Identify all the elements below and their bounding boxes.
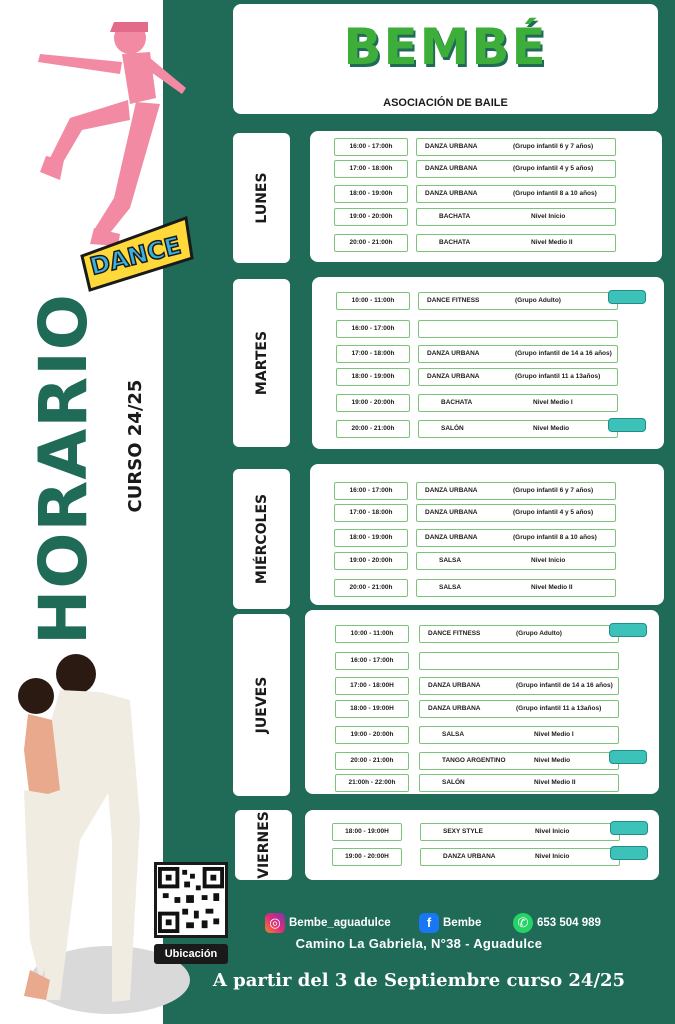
class-group: Nivel Medio <box>534 757 571 764</box>
class-name: DANZA URBANA <box>425 534 478 541</box>
time-cell: 10:00 - 11:00h <box>335 625 409 643</box>
class-badge <box>608 418 646 432</box>
day-label-3 <box>233 614 290 796</box>
class-cell <box>419 752 619 770</box>
schedule-row <box>305 774 659 792</box>
class-group: (Grupo infantil 4 y 5 años) <box>513 165 594 172</box>
brand-logo-text: BEMBÉ <box>343 18 548 76</box>
class-name: SALÓN <box>442 779 465 786</box>
time-cell: 17:00 - 18:00h <box>336 345 410 363</box>
class-name: BACHATA <box>439 239 471 246</box>
schedule-row <box>310 185 662 203</box>
class-cell <box>419 774 619 792</box>
schedule-row <box>312 292 664 310</box>
class-name: DANCE FITNESS <box>428 630 481 637</box>
time-cell: 18:00 - 19:00h <box>334 185 408 203</box>
class-group: Nivel Inicio <box>531 213 566 220</box>
time-cell: 17:00 - 18:00h <box>334 504 408 522</box>
schedule-row <box>305 848 659 866</box>
schedule-row <box>305 677 659 695</box>
class-group: (Grupo infantil 4 y 5 años) <box>513 509 594 516</box>
time-cell: 19:00 - 20:00h <box>334 552 408 570</box>
day-panel-0 <box>310 131 662 262</box>
class-cell <box>418 368 618 386</box>
instagram-link[interactable] <box>265 912 391 934</box>
facebook-link[interactable] <box>419 912 481 934</box>
schedule-row <box>310 482 664 500</box>
class-cell <box>418 345 618 363</box>
class-name: SALSA <box>439 584 462 591</box>
day-name: VIERNES <box>255 811 272 879</box>
class-name: DANZA URBANA <box>443 853 496 860</box>
class-cell <box>416 504 616 522</box>
class-cell <box>419 625 619 643</box>
time-cell: 16:00 - 17:00h <box>334 482 408 500</box>
time-cell: 18:00 - 19:00h <box>336 368 410 386</box>
class-cell <box>416 185 616 203</box>
time-cell: 21:00h - 22:00h <box>335 774 409 792</box>
class-group: (Grupo infantil 8 a 10 años) <box>513 190 597 197</box>
class-group: Nivel Medio II <box>534 779 576 786</box>
class-group: (Grupo infantil 11 a 13años) <box>516 705 602 712</box>
class-group: (Grupo infantil 6 y 7 años) <box>513 143 594 150</box>
schedule-row <box>305 700 659 718</box>
left-column <box>0 0 218 1024</box>
association-subtitle: ASOCIACIÓN DE BAILE <box>383 97 508 109</box>
time-cell: 16:00 - 17:00h <box>335 652 409 670</box>
whatsapp-icon: ✆ <box>513 913 533 933</box>
time-cell: 19:00 - 20:00h <box>336 394 410 412</box>
schedule-row <box>310 579 664 597</box>
whatsapp-link[interactable] <box>513 912 601 934</box>
class-badge <box>610 821 648 835</box>
start-date-note: A partir del 3 de Septiembre curso 24/25 <box>212 970 626 991</box>
class-group: (Grupo infantil de 14 a 16 años) <box>516 682 613 689</box>
class-group: (Grupo infantil 11 a 13años) <box>515 373 601 380</box>
social-row <box>163 912 675 934</box>
time-cell: 19:00 - 20:00h <box>335 726 409 744</box>
day-label-2 <box>233 469 290 609</box>
schedule-row <box>312 368 664 386</box>
class-group: Nivel Inicio <box>531 557 566 564</box>
class-name: DANZA URBANA <box>427 373 480 380</box>
day-name: LUNES <box>253 172 270 224</box>
class-cell <box>416 552 616 570</box>
class-name: DANZA URBANA <box>428 682 481 689</box>
class-name: SEXY STYLE <box>443 828 483 835</box>
day-label-0 <box>233 133 290 263</box>
class-group: (Grupo Adulto) <box>516 630 562 637</box>
class-cell <box>420 823 620 841</box>
time-cell: 19:00 - 20:00H <box>332 848 402 866</box>
header-card <box>233 4 658 114</box>
instagram-handle: Bembe_aguadulce <box>289 917 391 929</box>
schedule-row <box>305 625 659 643</box>
schedule-row <box>310 504 664 522</box>
location-label: Ubicación <box>154 944 228 964</box>
class-cell <box>419 700 619 718</box>
time-cell: 20:00 - 21:00h <box>335 752 409 770</box>
class-group: (Grupo infantil 8 a 10 años) <box>513 534 597 541</box>
schedule-row <box>310 208 662 226</box>
class-badge <box>609 623 647 637</box>
schedule-title: HORARIO <box>25 293 102 645</box>
class-name: DANZA URBANA <box>427 350 480 357</box>
day-name: JUEVES <box>253 676 270 734</box>
class-name: SALÓN <box>441 425 464 432</box>
class-cell <box>416 482 616 500</box>
facebook-handle: Bembe <box>443 917 482 929</box>
class-name: SALSA <box>439 557 462 564</box>
day-panel-1 <box>312 277 664 449</box>
class-cell <box>419 652 619 670</box>
class-group: (Grupo infantil de 14 a 16 años) <box>515 350 612 357</box>
dance-tag-text: DANCE <box>87 231 184 281</box>
time-cell: 17:00 - 18:00h <box>334 160 408 178</box>
schedule-row <box>310 529 664 547</box>
course-label: CURSO 24/25 <box>125 379 146 513</box>
class-group: Nivel Medio II <box>531 584 573 591</box>
schedule-row <box>310 552 664 570</box>
class-group: Nivel Medio I <box>534 731 574 738</box>
class-cell <box>418 394 618 412</box>
class-cell <box>420 848 620 866</box>
class-name: BACHATA <box>439 213 471 220</box>
class-badge <box>609 750 647 764</box>
class-cell <box>416 208 616 226</box>
schedule-row <box>310 138 662 156</box>
day-name: MIÉRCOLES <box>253 493 270 585</box>
time-cell: 18:00 - 19:00h <box>334 529 408 547</box>
time-cell: 18:00 - 19:00H <box>332 823 402 841</box>
day-panel-2 <box>310 464 664 605</box>
schedule-row <box>312 320 664 338</box>
class-group: (Grupo Adulto) <box>515 297 561 304</box>
schedule-row <box>310 234 662 252</box>
day-panel-3 <box>305 610 659 794</box>
class-name: DANZA URBANA <box>425 165 478 172</box>
class-group: Nivel Medio <box>533 425 570 432</box>
schedule-row <box>312 394 664 412</box>
day-panel-4 <box>305 810 659 880</box>
class-cell <box>418 292 618 310</box>
class-cell <box>416 529 616 547</box>
schedule-row <box>305 752 659 770</box>
time-cell: 16:00 - 17:00h <box>336 320 410 338</box>
day-name: MARTES <box>253 330 270 396</box>
class-cell <box>416 234 616 252</box>
class-group: Nivel Medio II <box>531 239 573 246</box>
class-name: DANCE FITNESS <box>427 297 480 304</box>
schedule-row <box>310 160 662 178</box>
class-group: (Grupo infantil 6 y 7 años) <box>513 487 594 494</box>
schedule-row <box>305 652 659 670</box>
class-name: DANZA URBANA <box>425 143 478 150</box>
schedule-row <box>312 345 664 363</box>
class-name: BACHATA <box>441 399 473 406</box>
time-cell: 17:00 - 18:00H <box>335 677 409 695</box>
class-cell <box>418 420 618 438</box>
time-cell: 20:00 - 21:00h <box>334 579 408 597</box>
facebook-icon: f <box>419 913 439 933</box>
class-cell <box>419 677 619 695</box>
class-cell <box>416 579 616 597</box>
schedule-row <box>305 823 659 841</box>
time-cell: 10:00 - 11:00h <box>336 292 410 310</box>
time-cell: 20:00 - 21:00h <box>334 234 408 252</box>
time-cell: 19:00 - 20:00h <box>334 208 408 226</box>
class-name: TANGO ARGENTINO <box>442 757 506 764</box>
address: Camino La Gabriela, N°38 - Aguadulce <box>295 936 543 951</box>
day-label-1 <box>233 279 290 447</box>
class-name: DANZA URBANA <box>425 190 478 197</box>
whatsapp-number: 653 504 989 <box>537 917 601 929</box>
class-badge <box>610 846 648 860</box>
class-cell <box>419 726 619 744</box>
time-cell: 18:00 - 19:00H <box>335 700 409 718</box>
class-group: Nivel Inicio <box>535 828 570 835</box>
class-name: SALSA <box>442 731 465 738</box>
schedule-row <box>312 420 664 438</box>
dancing-couple-illustration <box>0 640 200 1024</box>
schedule-row <box>305 726 659 744</box>
class-cell <box>416 138 616 156</box>
class-name: DANZA URBANA <box>425 509 478 516</box>
time-cell: 20:00 - 21:00h <box>336 420 410 438</box>
class-badge <box>608 290 646 304</box>
class-cell <box>416 160 616 178</box>
day-label-4 <box>235 810 292 880</box>
class-group: Nivel Medio I <box>533 399 573 406</box>
class-cell <box>418 320 618 338</box>
instagram-icon: ◎ <box>265 913 285 933</box>
class-name: DANZA URBANA <box>428 705 481 712</box>
time-cell: 16:00 - 17:00h <box>334 138 408 156</box>
class-group: Nivel Inicio <box>535 853 570 860</box>
class-name: DANZA URBANA <box>425 487 478 494</box>
